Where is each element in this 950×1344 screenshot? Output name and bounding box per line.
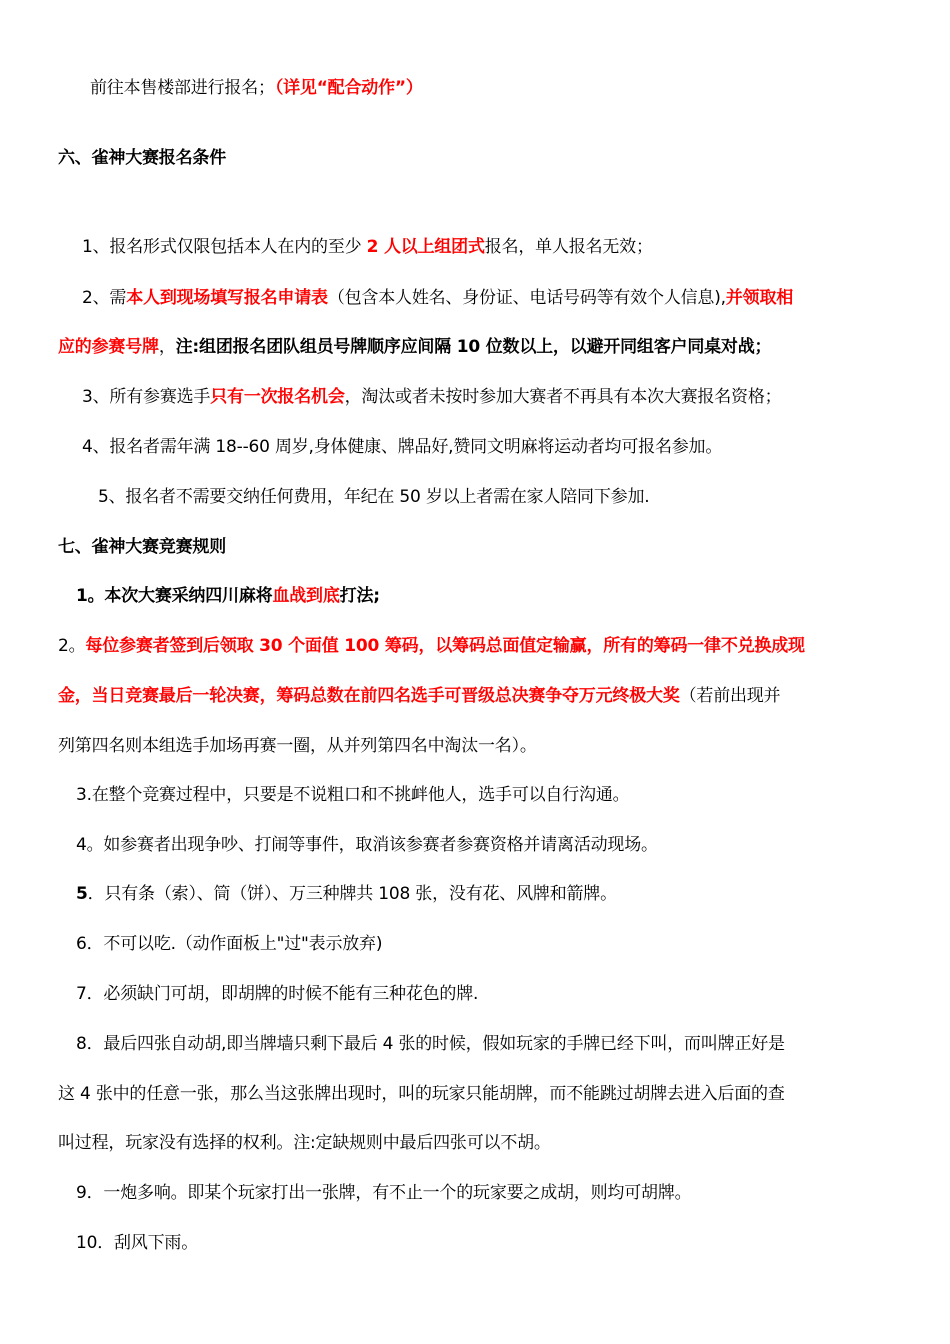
rule-item-4 [76, 833, 912, 857]
condition-item-5 [98, 485, 934, 509]
red-highlight: 并领取相 [725, 288, 794, 308]
rule-item-2-cont [58, 684, 894, 708]
rule-item-8-cont2 [58, 1131, 894, 1155]
text: ，淘汰或者未按时参加大赛者不再具有本次大赛报名资格； [344, 387, 782, 407]
text: 列第四名则本组选手加场再赛一圈，从并列第四名中淘汰一名）。 [58, 736, 537, 756]
text: （若前出现并 [679, 686, 781, 706]
bold-note: 注:组团报名团队组员号牌顺序应间隔 10 位数以上，以避开同组客户同桌对战； [175, 337, 772, 357]
text: 5、报名者不需要交纳任何费用，年纪在 50 岁以上者需在家人陪同下参加. [98, 487, 650, 507]
text: 10．刮风下雨。 [76, 1233, 199, 1253]
heading-text: 六、雀神大赛报名条件 [58, 148, 226, 168]
text: ．只有条（索）、筒（饼）、万三种牌共 108 张，没有花、风牌和箭牌。 [87, 884, 617, 904]
text: 2、需 [82, 288, 127, 308]
red-highlight: 2 人以上组团式 [366, 237, 485, 257]
section-heading-7 [58, 535, 894, 559]
text: ， [158, 337, 176, 357]
text: 2。 [58, 636, 86, 656]
paragraph-registration-location [90, 76, 926, 100]
text: 7．必须缺门可胡，即胡牌的时候不能有三种花色的牌. [76, 984, 479, 1004]
rule-item-8-cont [58, 1082, 894, 1106]
rule-item-10 [76, 1231, 912, 1255]
text: 打法; [339, 586, 380, 606]
rule-item-7 [76, 982, 912, 1006]
red-highlight: 本人到现场填写报名申请表 [126, 288, 328, 308]
red-highlight: 只有一次报名机会 [210, 387, 345, 407]
text: 前往本售楼部进行报名； [90, 78, 275, 98]
rule-item-3 [76, 783, 912, 807]
red-highlight: 每位参赛者签到后领取 30 个面值 100 筹码，以筹码总面值定输赢，所有的筹码一律不兑换成现 [85, 636, 805, 656]
rule-item-2-cont2 [58, 734, 894, 758]
text: 1。本次大赛采纳四川麻将 [76, 586, 273, 606]
heading-text: 七、雀神大赛竞赛规则 [58, 537, 226, 557]
rule-item-1 [76, 584, 912, 608]
red-highlight: 应的参赛号牌 [58, 337, 159, 357]
rule-item-6 [76, 932, 912, 956]
text: 3、所有参赛选手 [82, 387, 211, 407]
condition-item-4 [82, 435, 918, 459]
text: 8．最后四张自动胡,即当牌墙只剩下最后 4 张的时候，假如玩家的手牌已经下叫，而叫牌正好是 [76, 1034, 785, 1054]
text: 9．一炮多响。即某个玩家打出一张牌，有不止一个的玩家要之成胡，则均可胡牌。 [76, 1183, 692, 1203]
rule-item-9 [76, 1181, 912, 1205]
condition-item-3 [82, 385, 918, 409]
condition-item-2-cont [58, 335, 894, 359]
red-highlight: 血战到底 [272, 586, 340, 606]
text: 4。如参赛者出现争吵、打闹等事件，取消该参赛者参赛资格并请离活动现场。 [76, 835, 658, 855]
rule-item-8 [76, 1032, 912, 1056]
text: 4、报名者需年满 18--60 周岁,身体健康、牌品好,赞同文明麻将运动者均可报名参加。 [82, 437, 723, 457]
condition-item-2 [82, 286, 918, 310]
rule-item-5 [76, 882, 912, 906]
text: （包含本人姓名、身份证、电话号码等有效个人信息), [327, 288, 726, 308]
text: 3.在整个竞赛过程中，只要是不说粗口和不挑衅他人，选手可以自行沟通。 [76, 785, 630, 805]
red-highlight: 金，当日竞赛最后一轮决赛，筹码总数在前四名选手可晋级总决赛争夺万元终极大奖 [58, 686, 680, 706]
condition-item-1 [82, 235, 918, 259]
section-heading-6 [58, 146, 894, 170]
text: 1、报名形式仅限包括本人在内的至少 [82, 237, 367, 257]
text: 这 4 张中的任意一张，那么当这张牌出现时，叫的玩家只能胡牌，而不能跳过胡牌去进入后面的查 [58, 1084, 785, 1104]
text: 报名，单人报名无效； [484, 237, 653, 257]
bold-number: 5 [76, 884, 88, 904]
text: 叫过程，玩家没有选择的权利。注:定缺规则中最后四张可以不胡。 [58, 1133, 551, 1153]
text: 6．不可以吃.（动作面板上"过"表示放弃) [76, 934, 383, 954]
rule-item-2 [58, 634, 894, 658]
red-note: （详见“配合动作”） [274, 78, 423, 98]
